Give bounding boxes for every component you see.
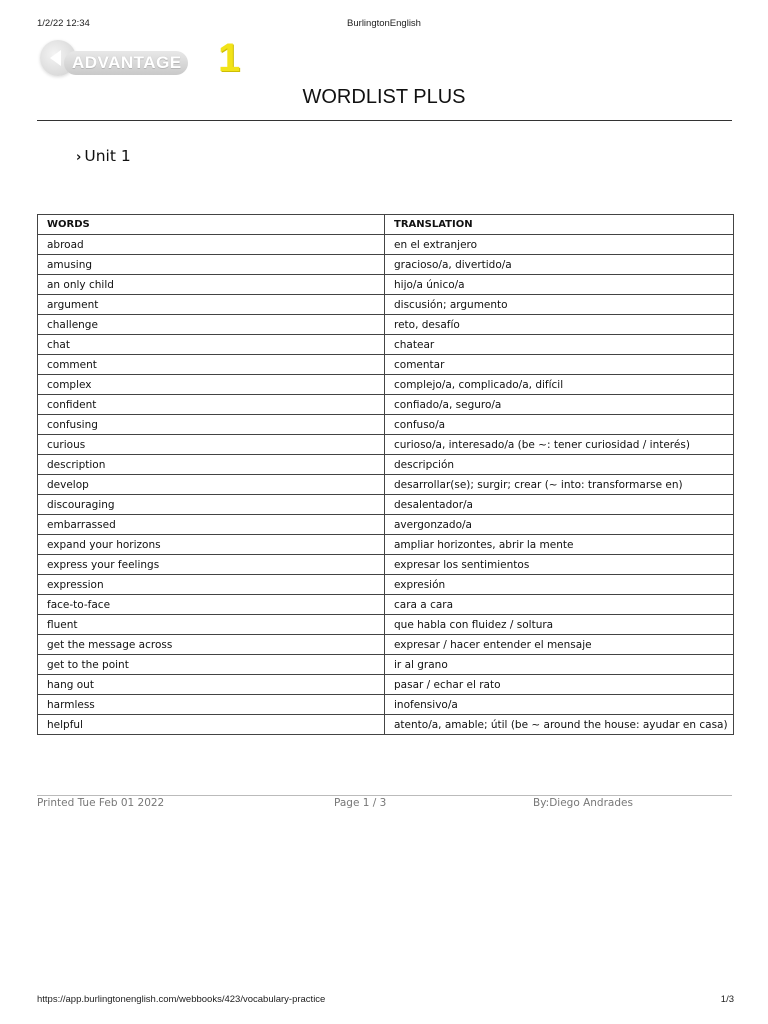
table-row	[38, 675, 734, 695]
unit-label: Unit 1	[84, 147, 131, 165]
table-row	[38, 455, 734, 475]
table-row	[38, 355, 734, 375]
translation-cell: discusión; argumento	[385, 295, 734, 315]
translation-cell: complejo/a, complicado/a, difícil	[385, 375, 734, 395]
table-header-row	[38, 215, 734, 235]
printed-date: Printed Tue Feb 01 2022	[37, 797, 165, 809]
word-cell: expression	[38, 575, 385, 595]
translation-cell: expresión	[385, 575, 734, 595]
advantage-logo	[38, 36, 243, 80]
print-datetime: 1/2/22 12:34	[37, 18, 90, 29]
translation-cell: en el extranjero	[385, 235, 734, 255]
translation-cell: expresar / hacer entender el mensaje	[385, 635, 734, 655]
wordlist-table	[37, 214, 734, 735]
table-row	[38, 295, 734, 315]
word-cell: challenge	[38, 315, 385, 335]
word-cell: get the message across	[38, 635, 385, 655]
table-row	[38, 315, 734, 335]
translation-cell: curioso/a, interesado/a (be ~: tener curiosidad / interés)	[385, 435, 734, 455]
table-row	[38, 695, 734, 715]
translation-cell: atento/a, amable; útil (be ~ around the house: ayudar en casa)	[385, 715, 734, 735]
print-page-title: BurlingtonEnglish	[347, 18, 421, 29]
translation-cell: avergonzado/a	[385, 515, 734, 535]
translation-cell: confuso/a	[385, 415, 734, 435]
translation-cell: ir al grano	[385, 655, 734, 675]
page-number: Page 1 / 3	[334, 797, 387, 809]
table-row	[38, 235, 734, 255]
word-cell: description	[38, 455, 385, 475]
word-cell: abroad	[38, 235, 385, 255]
printed-by: By:Diego Andrades	[533, 797, 633, 809]
logo-arrow-icon	[50, 50, 61, 66]
table-row	[38, 515, 734, 535]
chevron-right-icon: ›	[76, 150, 82, 165]
word-cell: chat	[38, 335, 385, 355]
header-words: WORDS	[38, 215, 385, 235]
print-footer-divider	[37, 795, 732, 796]
word-cell: complex	[38, 375, 385, 395]
print-url: https://app.burlingtonenglish.com/webbooks/423/vocabulary-practice	[37, 994, 326, 1005]
page-title: WORDLIST PLUS	[302, 86, 466, 108]
table-row	[38, 395, 734, 415]
translation-cell: que habla con fluidez / soltura	[385, 615, 734, 635]
logo-text: ADVANTAGE	[64, 51, 188, 75]
header-translation: TRANSLATION	[385, 215, 734, 235]
word-cell: fluent	[38, 615, 385, 635]
word-cell: comment	[38, 355, 385, 375]
word-cell: helpful	[38, 715, 385, 735]
title-divider	[37, 120, 732, 121]
print-page-count: 1/3	[720, 994, 734, 1005]
table-row	[38, 615, 734, 635]
translation-cell: desarrollar(se); surgir; crear (~ into: transformarse en)	[385, 475, 734, 495]
table-row	[38, 435, 734, 455]
unit-heading[interactable]	[76, 147, 131, 165]
translation-cell: cara a cara	[385, 595, 734, 615]
word-cell: confident	[38, 395, 385, 415]
table-row	[38, 335, 734, 355]
translation-cell: desalentador/a	[385, 495, 734, 515]
word-cell: embarrassed	[38, 515, 385, 535]
word-cell: get to the point	[38, 655, 385, 675]
translation-cell: reto, desafío	[385, 315, 734, 335]
table-row	[38, 535, 734, 555]
table-row	[38, 275, 734, 295]
table-row	[38, 475, 734, 495]
word-cell: argument	[38, 295, 385, 315]
table-row	[38, 595, 734, 615]
translation-cell: expresar los sentimientos	[385, 555, 734, 575]
word-cell: discouraging	[38, 495, 385, 515]
word-cell: develop	[38, 475, 385, 495]
table-row	[38, 255, 734, 275]
word-cell: curious	[38, 435, 385, 455]
translation-cell: chatear	[385, 335, 734, 355]
word-cell: amusing	[38, 255, 385, 275]
translation-cell: comentar	[385, 355, 734, 375]
table-row	[38, 415, 734, 435]
word-cell: confusing	[38, 415, 385, 435]
translation-cell: hijo/a único/a	[385, 275, 734, 295]
logo-number: 1	[218, 36, 241, 80]
table-body	[38, 235, 734, 735]
table-row	[38, 715, 734, 735]
table-row	[38, 495, 734, 515]
translation-cell: descripción	[385, 455, 734, 475]
word-cell: hang out	[38, 675, 385, 695]
table-row	[38, 375, 734, 395]
table-row	[38, 575, 734, 595]
translation-cell: gracioso/a, divertido/a	[385, 255, 734, 275]
translation-cell: inofensivo/a	[385, 695, 734, 715]
translation-cell: ampliar horizontes, abrir la mente	[385, 535, 734, 555]
word-cell: harmless	[38, 695, 385, 715]
table-row	[38, 555, 734, 575]
table-row	[38, 655, 734, 675]
translation-cell: confiado/a, seguro/a	[385, 395, 734, 415]
word-cell: express your feelings	[38, 555, 385, 575]
word-cell: an only child	[38, 275, 385, 295]
translation-cell: pasar / echar el rato	[385, 675, 734, 695]
word-cell: expand your horizons	[38, 535, 385, 555]
word-cell: face-to-face	[38, 595, 385, 615]
table-row	[38, 635, 734, 655]
